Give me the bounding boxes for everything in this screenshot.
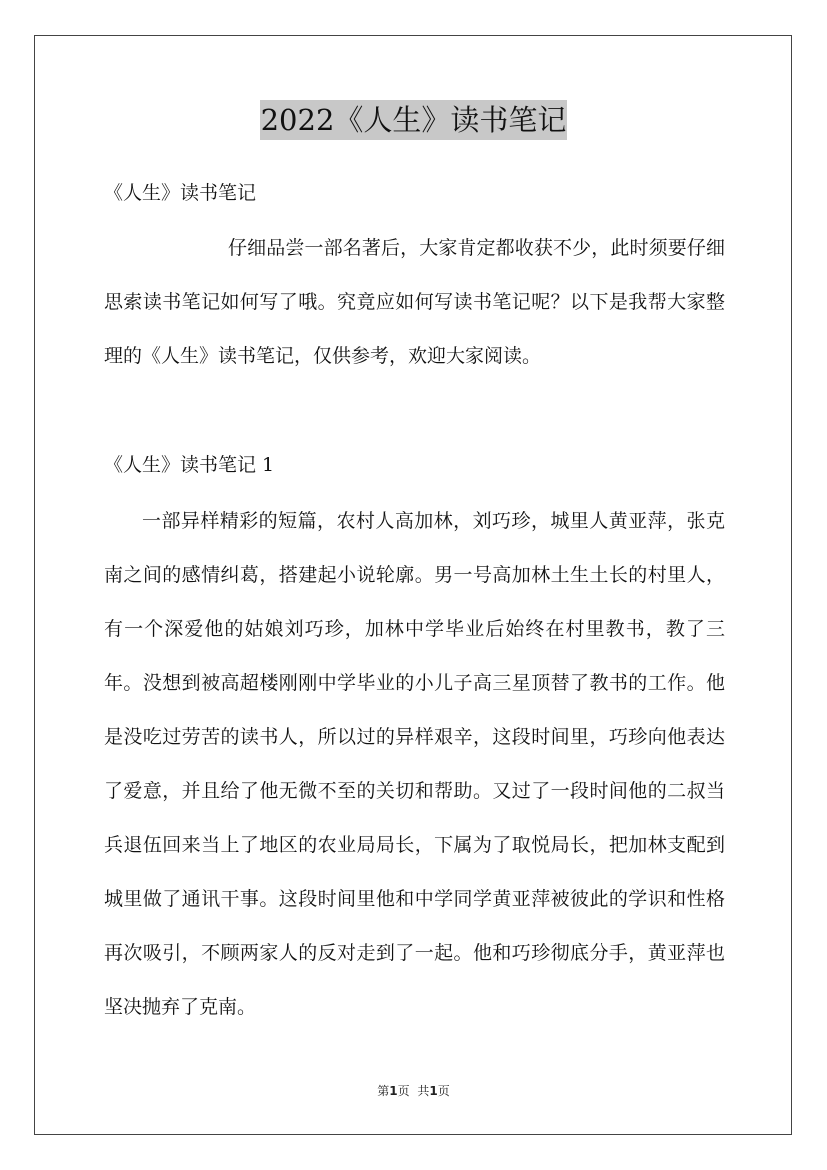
page-label-prefix: 第 (377, 1084, 390, 1098)
total-label-prefix: 共 (417, 1084, 430, 1098)
page-label-suffix: 页 (397, 1084, 410, 1098)
page-footer (0, 1083, 827, 1099)
intro-paragraph: 仔细品尝一部名著后，大家肯定都收获不少，此时须要仔细思索读书笔记如何写了哦。究竟应如何写读书笔记呢？以下是我帮大家整理的《人生》读书笔记，仅供参考，欢迎大家阅读。 (104, 237, 725, 367)
section-heading: 《人生》读书笔记 1 (104, 454, 275, 476)
section-body-paragraph: 一部异样精彩的短篇，农村人高加林，刘巧珍，城里人黄亚萍，张克南之间的感情纠葛，搭建起小说轮廓。男一号高加林土生土长的村里人，有一个深爱他的姑娘刘巧珍，加林中学毕业后始终在村里教书，教了三年。没想到被高超楼刚刚中学毕业的小儿子高三星顶替了教书的工作。他是没吃过劳苦的读书人，所以过的异样艰辛，这段时间里，巧珍向他表达了爱意，并且给了他无微不至的关切和帮助。又过了一段时间他的二叔当兵退伍回来当上了地区的农业局局长，下属为了取悦局长，把加林支配到城里做了通讯干事。这段时间里他和中学同学黄亚萍被彼此的学识和性格再次吸引，不顾两家人的反对走到了一起。他和巧珍彻底分手，黄亚萍也坚决抛弃了克南。 (104, 510, 725, 1018)
total-pages: 1 (429, 1084, 438, 1098)
document-subtitle: 《人生》读书笔记 (104, 182, 257, 204)
document-title: 2022《人生》读书笔记 (260, 100, 568, 140)
page-number: 1 (389, 1084, 398, 1098)
title-container (0, 100, 827, 140)
total-label-suffix: 页 (437, 1084, 450, 1098)
